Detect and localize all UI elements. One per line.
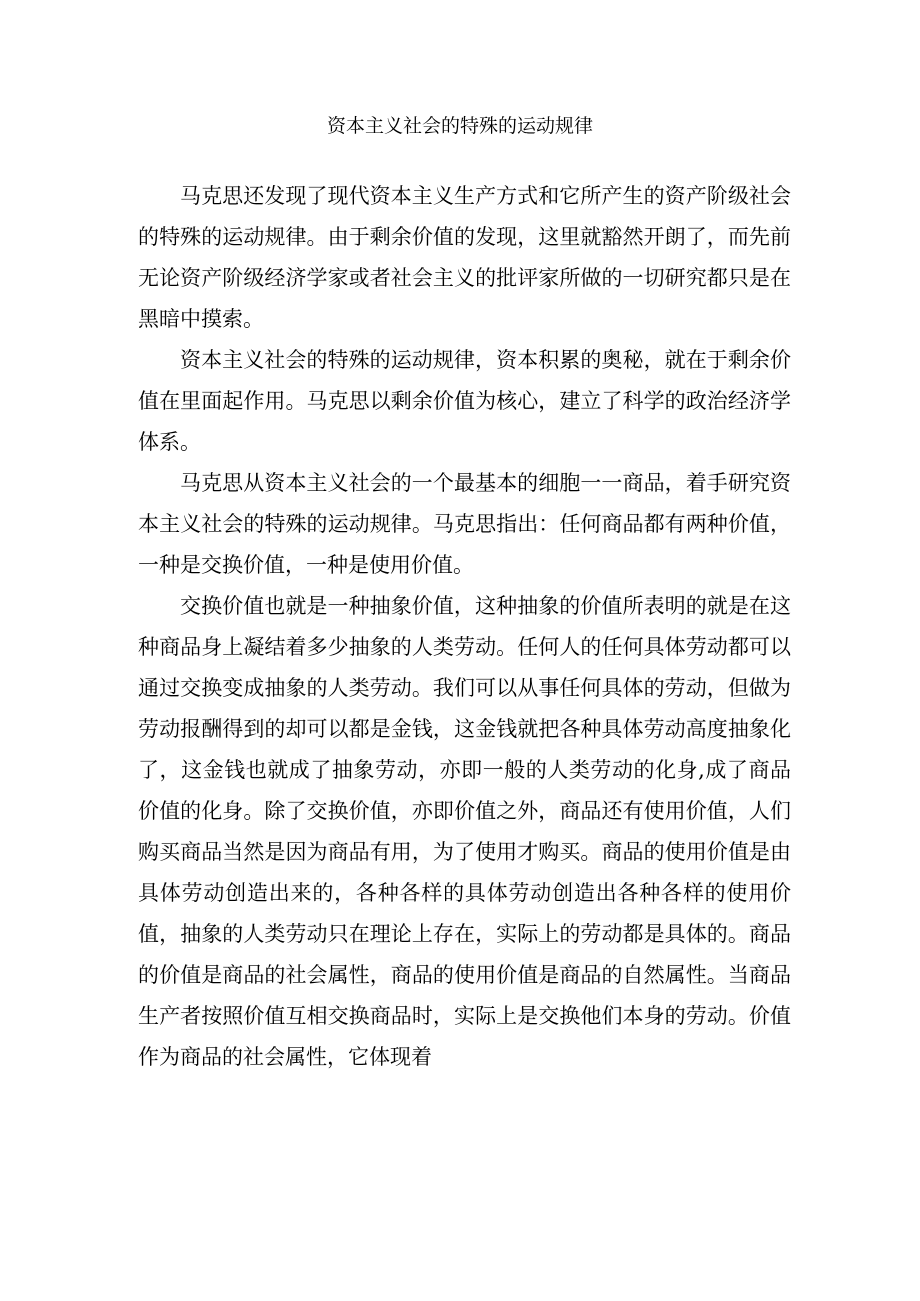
paragraph: 交换价值也就是一种抽象价值，这种抽象的价值所表明的就是在这种商品身上凝结着多少抽象的人类劳动。任何人的任何具体劳动都可以通过交换变成抽象的人类劳动。我们可以从事任何具体的劳动，但做为劳动报酬得到的却可以都是金钱，这金钱就把各种具体劳动高度抽象化了，这金钱也就成了抽象劳动，亦即一般的人类劳动的化身,成了商品价值的化身。除了交换价值，亦即价值之外，商品还有使用价值，人们购买商品当然是因为商品有用，为了使用才购买。商品的使用价值是由具体劳动创造出来的，各种各样的具体劳动创造出各种各样的使用价值，抽象的人类劳动只在理论上存在，实际上的劳动都是具体的。商品的价值是商品的社会属性，商品的使用价值是商品的自然属性。当商品生产者按照价值互相交换商品时，实际上是交换他们本身的劳动。价值作为商品的社会属性，它体现着 (138, 594, 791, 1069)
document-body (138, 176, 791, 1078)
document-title: 资本主义社会的特殊的运动规律 (326, 115, 593, 137)
paragraph: 马克思从资本主义社会的一个最基本的细胞一一商品，着手研究资本主义社会的特殊的运动规律。马克思指出：任何商品都有两种价值，一种是交换价值，一种是使用价值。 (138, 471, 791, 577)
paragraph: 资本主义社会的特殊的运动规律，资本积累的奥秘，就在于剩余价值在里面起作用。马克思以剩余价值为核心，建立了科学的政治经济学体系。 (138, 348, 791, 454)
paragraph: 马克思还发现了现代资本主义生产方式和它所产生的资产阶级社会的特殊的运动规律。由于剩余价值的发现，这里就豁然开朗了，而先前无论资产阶级经济学家或者社会主义的批评家所做的一切研究都只是在黑暗中摸索。 (138, 184, 791, 331)
